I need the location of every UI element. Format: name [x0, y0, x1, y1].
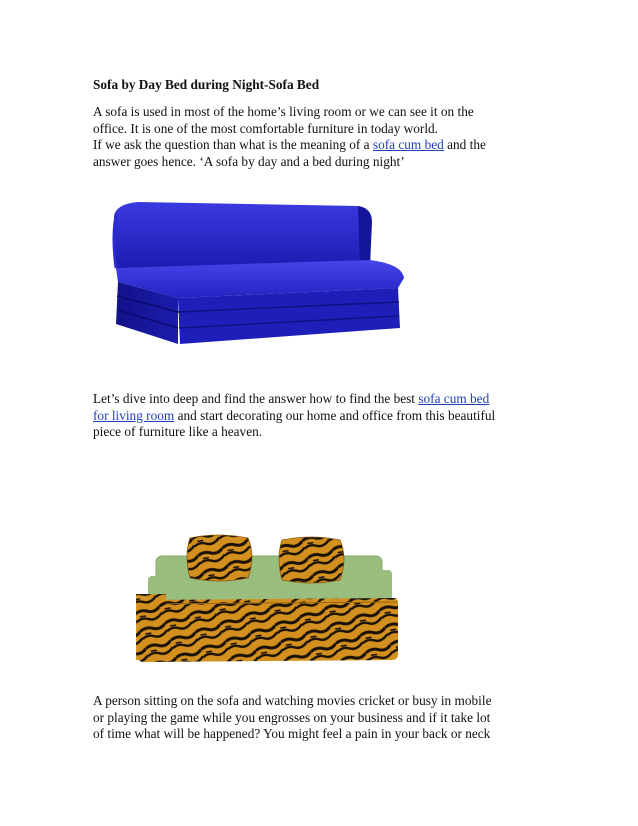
- third-line-3: of time what will be happened? You might feel a pain in your back or neck: [93, 726, 491, 741]
- second-line-2: [93, 408, 495, 425]
- blue-sofa-image: [108, 196, 406, 346]
- third-paragraph: [93, 693, 491, 743]
- intro-paragraph: [93, 104, 486, 170]
- intro-line-3-text: If we ask the question than what is the meaning of a: [93, 137, 373, 152]
- for-living-room-link[interactable]: for living room: [93, 407, 175, 423]
- page-title: Sofa by Day Bed during Night-Sofa Bed: [93, 77, 320, 92]
- intro-line-3: [93, 137, 486, 154]
- second-paragraph: [93, 391, 495, 441]
- intro-line-4: answer goes hence. ‘A sofa by day and a bed during night’: [93, 153, 405, 169]
- second-line-2-text: and start decorating our home and office from this beautiful: [174, 407, 496, 423]
- second-line-1: [93, 391, 495, 408]
- intro-line-2: office. It is one of the most comfortable furniture in today world.: [93, 120, 439, 136]
- third-line-1: A person sitting on the sofa and watching movies cricket or busy in mobile: [93, 693, 492, 708]
- tiger-sofa-image: [136, 534, 398, 664]
- sofa-cum-bed-link[interactable]: sofa cum bed: [372, 137, 444, 152]
- sofa-cum-bed-for-living-room-link[interactable]: sofa cum bed: [418, 391, 490, 406]
- second-line-3: piece of furniture like a heaven.: [93, 424, 263, 439]
- intro-line-3-tail: and the: [443, 137, 486, 152]
- intro-line-1: A sofa is used in most of the home’s living room or we can see it on the: [93, 104, 474, 119]
- second-line-1-text: Let’s dive into deep and find the answer how to find the best: [93, 391, 419, 406]
- third-line-2: or playing the game while you engrosses on your business and if it take lot: [93, 709, 491, 725]
